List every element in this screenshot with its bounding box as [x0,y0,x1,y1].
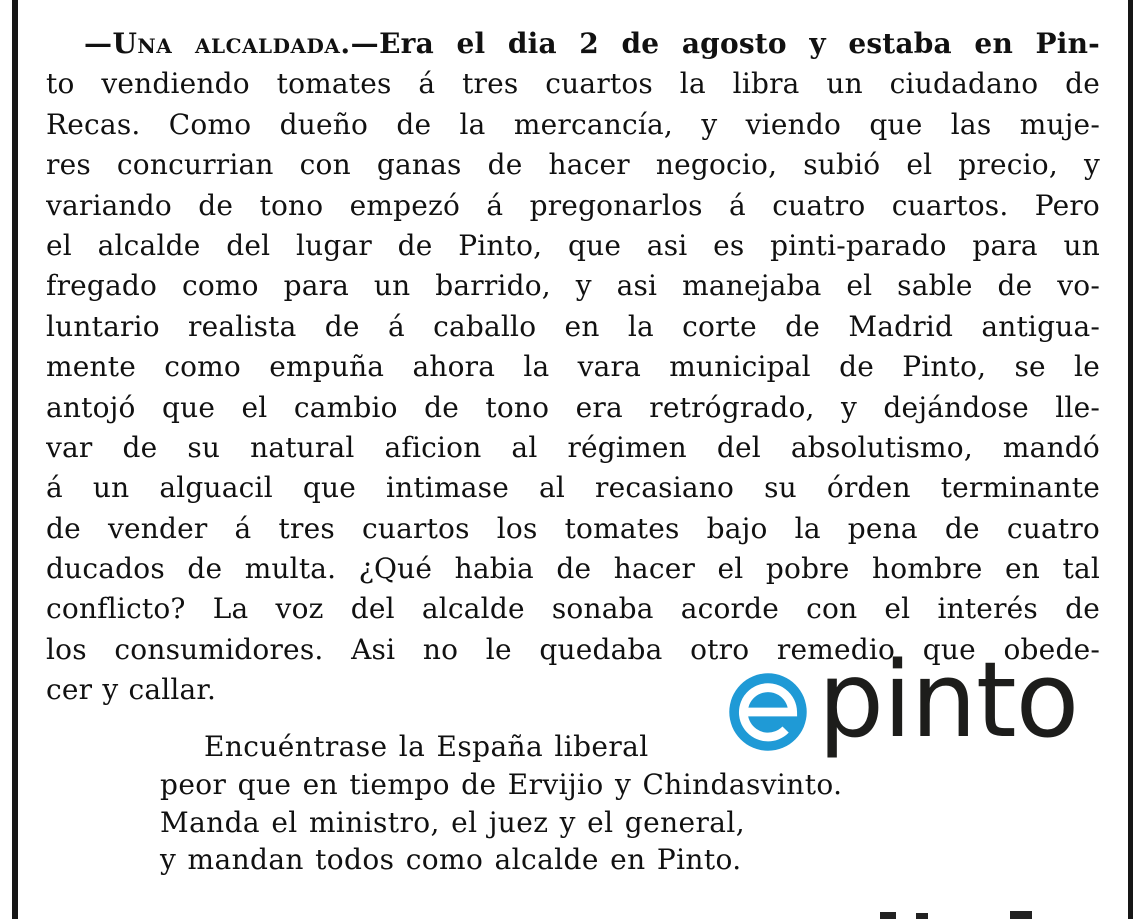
article-line-12: á un alguacil que intimase al recasiano su órden terminante [46,471,1100,505]
article-line-1 [46,24,1100,64]
verse-line-3: Manda el ministro, el juez y el general, [160,805,746,839]
article-line-2: to vendiendo tomates á tres cuartos la libra un ciudadano de [46,67,1100,101]
article-line-3: Recas. Como dueño de la mercancía, y viendo que las muje- [46,107,1100,141]
article-line-13: de vender á tres cuartos los tomates bajo la pena de cuatro [46,511,1100,545]
epinto-wordmark: pinto [818,639,1079,761]
article-line-15: conflicto? La voz del alcalde sonaba acorde con el interés de [46,592,1100,626]
verse-line-4: y mandan todos como alcalde en Pinto. [160,843,742,877]
article-line-11: var de su natural aficion al régimen del absolutismo, mandó [46,430,1100,464]
article-body [46,24,1100,711]
right-column-rule [1128,0,1133,919]
article-line-6: el alcalde del lugar de Pinto, que asi es pinti-parado para un [46,228,1100,262]
article-line-4: res concurrian con ganas de hacer negocio, subió el precio, y [46,148,1100,182]
article-line-9: mente como empuña ahora la vara municipal de Pinto, se le [46,350,1100,384]
article-line-17: cer y callar. [46,673,217,707]
article-line-5: variando de tono empezó á pregonarlos á cuatro cuartos. Pero [46,188,1100,222]
article-line-14: ducados de multa. ¿Qué habia de hacer el pobre hombre en tal [46,552,1100,586]
epinto-e-logo-icon [724,668,812,756]
epinto-watermark [722,639,1079,762]
article-line-7: fregado como para un barrido, y asi manejaba el sable de vo- [46,269,1100,303]
left-column-rule [12,0,18,919]
article-headline: —Una alcaldada.— [84,27,380,60]
verse-line-1: Encuéntrase la España liberal [204,730,649,763]
article-line-8: luntario realista de á caballo en la corte de Madrid antigua- [46,309,1100,343]
print-specks-decoration [740,906,1060,919]
article-line-text: Era el dia 2 de agosto y estaba en Pin- [379,27,1100,60]
verse-line-2: peor que en tiempo de Ervijio y Chindasvinto. [160,767,843,801]
article-line-10: antojó que el cambio de tono era retrógrado, y dejándose lle- [46,390,1100,424]
article-line-16: los consumidores. Asi no le quedaba otro remedio que obede- [46,632,1100,666]
